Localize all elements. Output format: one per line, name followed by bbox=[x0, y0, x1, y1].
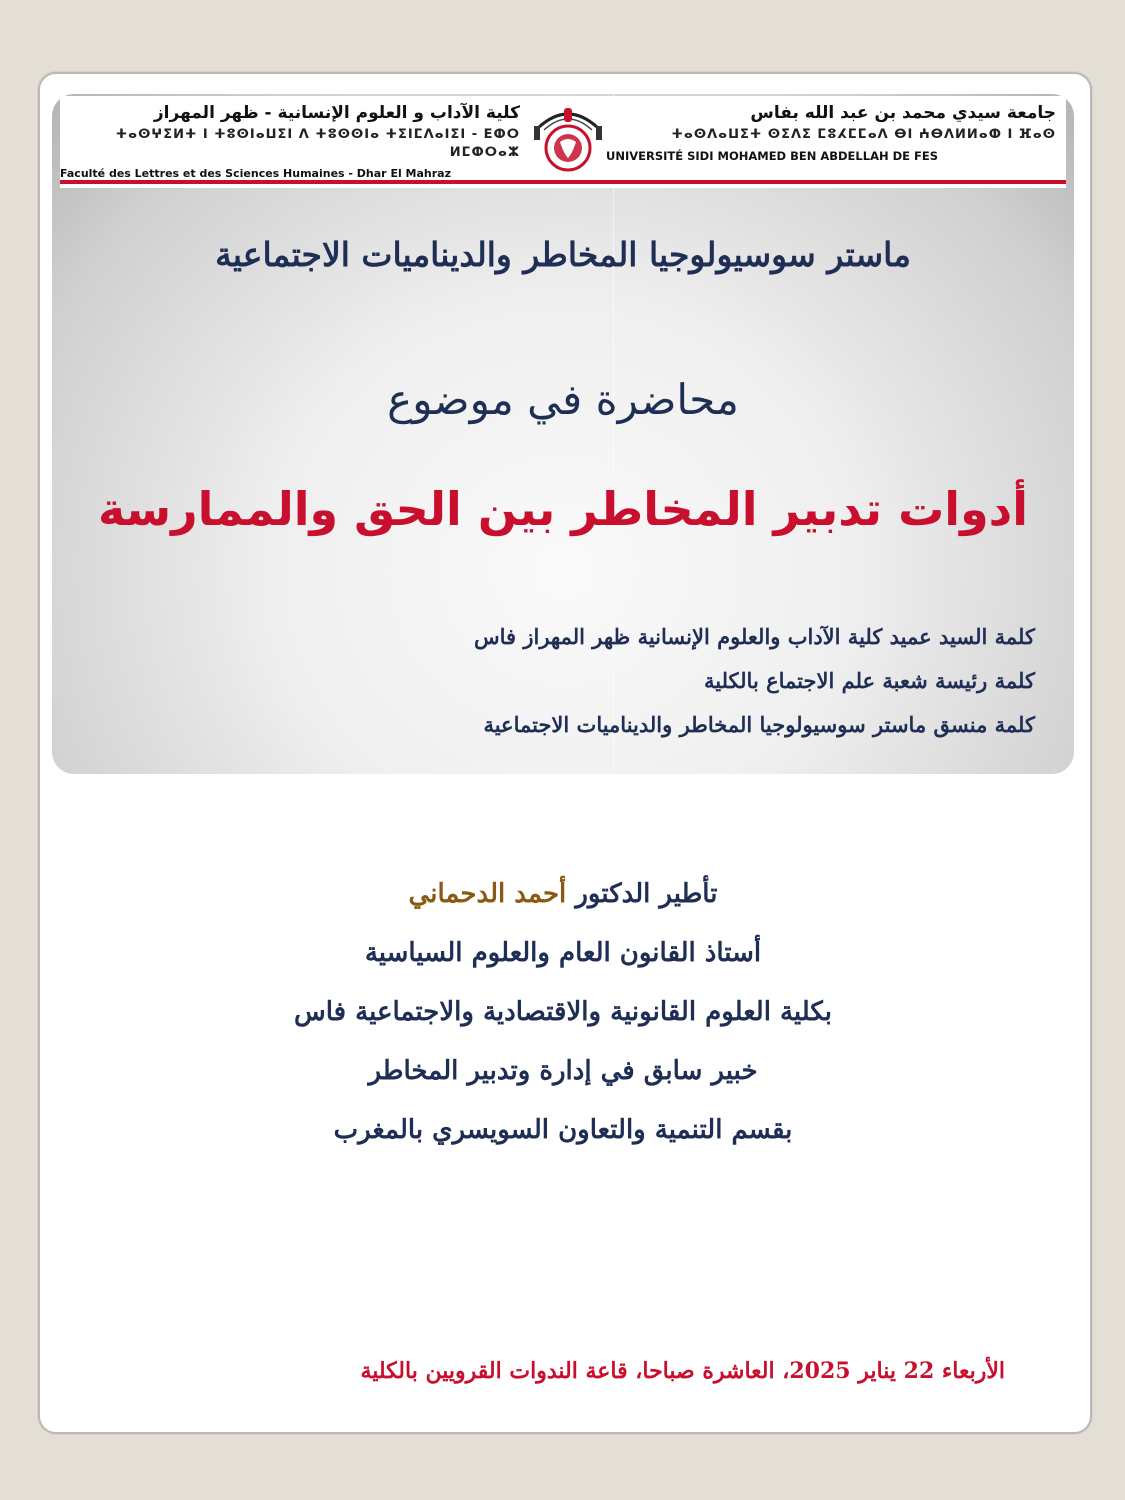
supervisor-prefix: تأطير الدكتور bbox=[575, 879, 718, 909]
faculty-name-tifinagh: ⵜⴰⵙⵖⵉⵍⵜ ⵏ ⵜⵓⵙⵏⴰⵡⵉⵏ ⴷ ⵜⵓⵙⵙⵏⴰ ⵜⵉⵏⵎⴷⴰⵏⵉⵏ - ⴹⵀⵔ ⵍⵎⵀⵔⴰⵣ bbox=[115, 127, 520, 160]
university-name-arabic: جامعة سيدي محمد بن عبد الله بفاس bbox=[750, 103, 1056, 123]
university-name-tifinagh: ⵜⴰⵙⴷⴰⵡⵉⵜ ⵙⵉⴷⵉ ⵎⵓⵃⵎⵎⴰⴷ ⴱⵏ ⵄⴱⴷⵍⵍⴰⵀ ⵏ ⴼⴰⵙ bbox=[671, 127, 1056, 142]
supervisor-credential: بقسم التنمية والتعاون السويسري بالمغرب bbox=[333, 1115, 793, 1145]
university-logo-text bbox=[606, 102, 1056, 164]
supervisor-credential: بكلية العلوم القانونية والاقتصادية والاجتماعية فاس bbox=[294, 997, 832, 1027]
supervisor-block bbox=[60, 865, 1066, 1160]
lecture-topic: أدوات تدبير المخاطر بين الحق والممارسة bbox=[97, 482, 1029, 536]
speeches-list bbox=[200, 615, 1035, 747]
faculty-name-arabic: كلية الآداب و العلوم الإنسانية - ظهر المهراز bbox=[153, 103, 520, 123]
supervisor-credential: خبير سابق في إدارة وتدبير المخاطر bbox=[368, 1056, 758, 1086]
institution-logo-bar bbox=[60, 96, 1066, 188]
supervisor-credential: أستاذ القانون العام والعلوم السياسية bbox=[364, 938, 762, 968]
supervisor-line bbox=[60, 865, 1066, 924]
university-name-french: UNIVERSITÉ SIDI MOHAMED BEN ABDELLAH DE FES bbox=[606, 149, 939, 163]
program-title: ماستر سوسيولوجيا المخاطر والديناميات الاجتماعية bbox=[215, 235, 911, 274]
event-date-venue: الأربعاء 22 يناير 2025، العاشرة صباحا، قاعة الندوات القرويين بالكلية bbox=[360, 1358, 1005, 1384]
faculty-name-french: Faculté des Lettres et des Sciences Humaines - Dhar El Mahraz bbox=[60, 167, 452, 180]
speech-item: كلمة السيد عميد كلية الآداب والعلوم الإنسانية ظهر المهراز فاس bbox=[473, 624, 1035, 649]
faculty-logo-text bbox=[60, 102, 520, 182]
logo-underline bbox=[60, 180, 1066, 184]
speech-item: كلمة رئيسة شعبة علم الاجتماع بالكلية bbox=[704, 668, 1035, 693]
lecture-label: محاضرة في موضوع bbox=[387, 375, 739, 424]
speech-item: كلمة منسق ماستر سوسيولوجيا المخاطر والديناميات الاجتماعية bbox=[483, 712, 1035, 737]
supervisor-name: أحمد الدحماني bbox=[408, 879, 567, 909]
university-seal-icon bbox=[530, 98, 606, 178]
